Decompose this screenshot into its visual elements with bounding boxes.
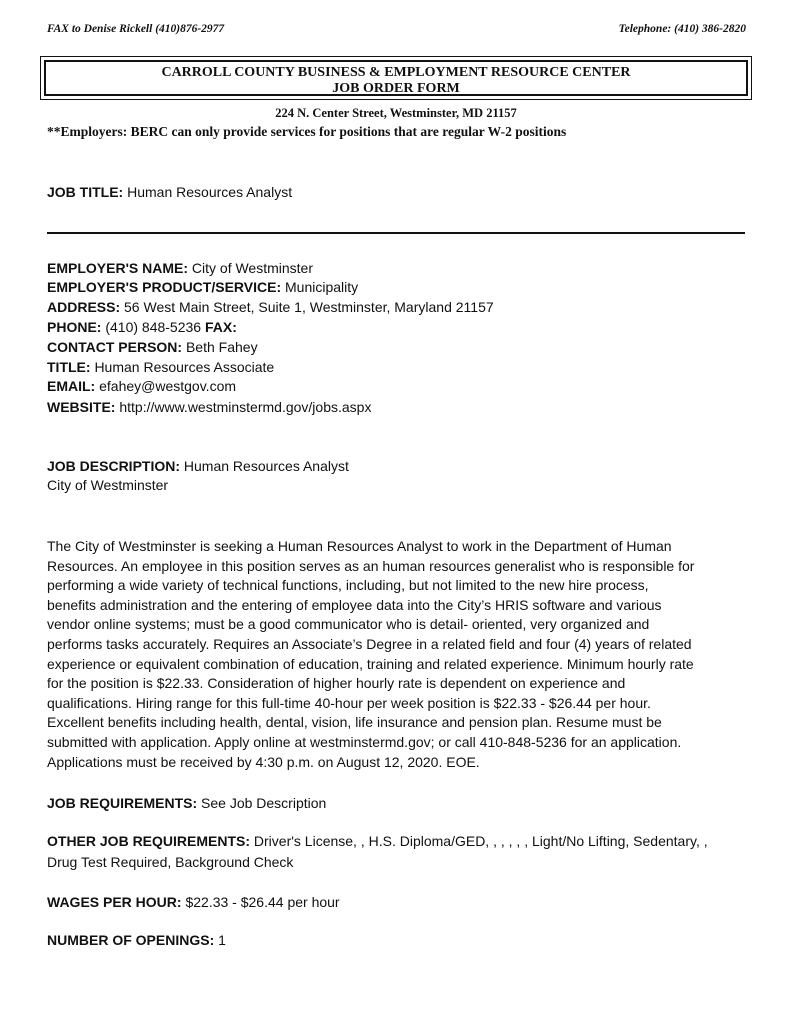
website-label: WEBSITE: <box>47 399 116 415</box>
description-line: Resources. An employee in this position serves as an human resources generalist who is responsible for <box>47 557 695 574</box>
other-requirements-value: Driver's License, , H.S. Diploma/GED, , , , , , Light/No Lifting, Sedentary, , <box>253 833 708 849</box>
phone-row <box>47 319 237 335</box>
telephone-line: Telephone: (410) 386-2820 <box>618 23 746 35</box>
title-label: TITLE: <box>47 359 91 375</box>
job-requirements-row <box>47 795 326 811</box>
address-value: 56 West Main Street, Suite 1, Westminster, Maryland 21157 <box>124 299 494 315</box>
title-value: Human Resources Associate <box>94 359 275 375</box>
product-value: Municipality <box>285 279 359 295</box>
fax-label: FAX: <box>204 319 237 335</box>
job-description-body <box>47 537 747 772</box>
description-line: for the position is $22.33. Consideration of higher hourly rate is dependent on experience and <box>47 675 626 692</box>
address-label: ADDRESS: <box>47 299 121 315</box>
address-row <box>47 299 494 315</box>
description-line: benefits administration and the entering of employee data into the City’s HRIS software and various <box>47 596 662 613</box>
divider <box>47 232 745 234</box>
description-line: Excellent benefits including health, dental, vision, life insurance and pension plan. Resume must be <box>47 714 662 731</box>
product-row <box>47 279 358 295</box>
job-title-value: Human Resources Analyst <box>127 184 293 200</box>
description-line: performs tasks accurately. Requires an Associate’s Degree in a related field and four (4) years of related <box>47 635 692 652</box>
job-title-row <box>47 184 292 200</box>
email-label: EMAIL: <box>47 378 96 394</box>
job-description-value: Human Resources Analyst <box>183 458 349 474</box>
other-requirements-row <box>47 833 708 849</box>
description-line: vendor online systems; must be a good communicator who is detail- oriented, very organized and <box>47 616 650 633</box>
email-row <box>47 378 236 394</box>
wages-row <box>47 894 340 910</box>
contact-value: Beth Fahey <box>185 339 258 355</box>
employer-name-value: City of Westminster <box>191 260 314 276</box>
description-line: experience or equivalent combination of education, training and related experience. Minimum hourly rate <box>47 655 694 672</box>
other-requirements-cont: Drug Test Required, Background Check <box>47 854 294 870</box>
job-requirements-label: JOB REQUIREMENTS: <box>47 795 198 811</box>
openings-value: 1 <box>218 932 226 948</box>
job-requirements-value: See Job Description <box>201 795 327 811</box>
contact-row <box>47 339 258 355</box>
openings-row <box>47 932 226 948</box>
other-requirements-label: OTHER JOB REQUIREMENTS: <box>47 833 251 849</box>
fax-line: FAX to Denise Rickell (410)876-2977 <box>47 23 225 35</box>
contact-label: CONTACT PERSON: <box>47 339 183 355</box>
employer-name-label: EMPLOYER'S NAME: <box>47 260 189 276</box>
phone-value: (410) 848-5236 <box>105 319 202 335</box>
job-title-label: JOB TITLE: <box>47 184 124 200</box>
berc-address: 224 N. Center Street, Westminster, MD 21157 <box>275 106 517 120</box>
org-name: CARROLL COUNTY BUSINESS & EMPLOYMENT RESOURCE CENTER <box>161 65 631 80</box>
job-description-row <box>47 458 349 474</box>
employer-notice: **Employers: BERC can only provide services for positions that are regular W-2 positions <box>47 124 567 139</box>
description-line: qualifications. Hiring range for this full-time 40-hour per week position is $22.33 - $26.44 per hour. <box>47 694 651 711</box>
wages-label: WAGES PER HOUR: <box>47 894 182 910</box>
wages-value: $22.33 - $26.44 per hour <box>185 894 340 910</box>
job-description-employer: City of Westminster <box>47 477 169 493</box>
description-line: submitted with application. Apply online at westminstermd.gov; or call 410-848-5236 for an application. <box>47 733 682 750</box>
description-line: The City of Westminster is seeking a Human Resources Analyst to work in the Department of Human <box>47 538 672 554</box>
openings-label: NUMBER OF OPENINGS: <box>47 932 215 948</box>
website-value: http://www.westminstermd.gov/jobs.aspx <box>119 399 372 415</box>
employer-name-row <box>47 260 313 276</box>
email-value: efahey@westgov.com <box>99 378 237 394</box>
product-label: EMPLOYER'S PRODUCT/SERVICE: <box>47 279 282 295</box>
form-title-box <box>40 56 752 100</box>
description-line: performing a wide variety of technical functions, including, but not limited to the new hire process, <box>47 577 649 594</box>
form-title-inner <box>44 60 748 96</box>
title-row <box>47 359 274 375</box>
website-row <box>47 399 371 415</box>
job-description-label: JOB DESCRIPTION: <box>47 458 181 474</box>
form-name: JOB ORDER FORM <box>332 81 460 96</box>
description-line: Applications must be received by 4:30 p.m. on August 12, 2020. EOE. <box>47 753 480 770</box>
phone-label: PHONE: <box>47 319 102 335</box>
